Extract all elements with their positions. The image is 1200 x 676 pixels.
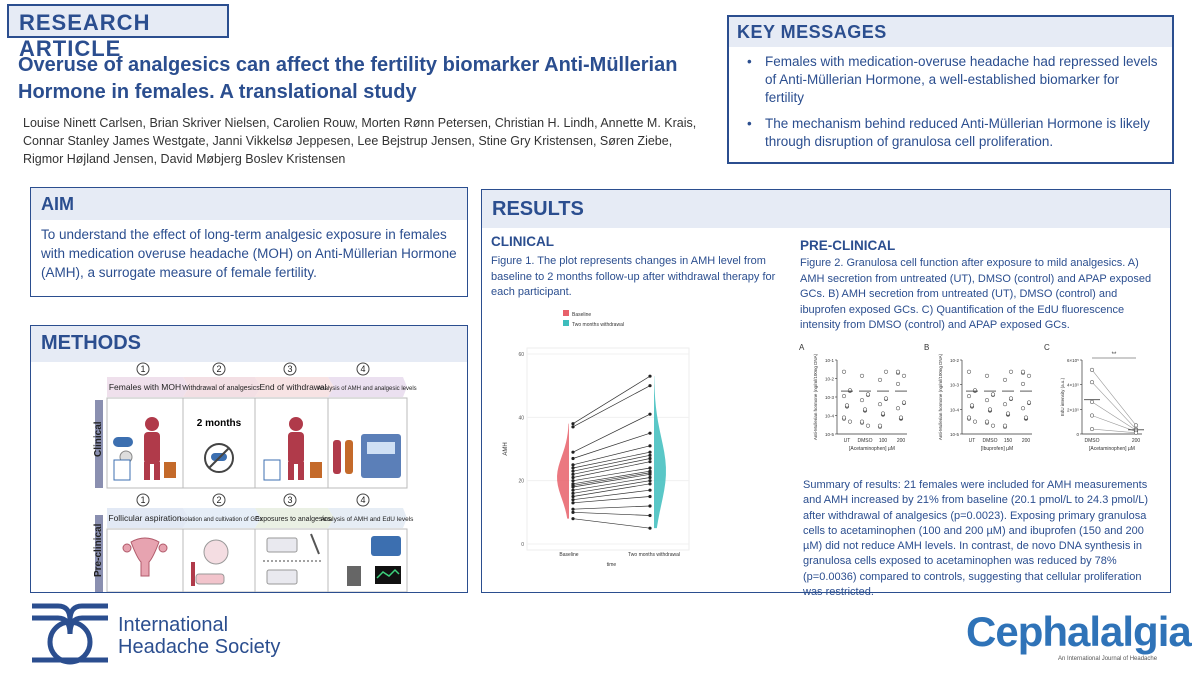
data-point	[571, 463, 574, 466]
x-axis-label: time	[606, 562, 617, 568]
data-point	[648, 476, 651, 479]
step-number: 4	[360, 495, 366, 505]
data-point	[878, 424, 882, 428]
step-number: 4	[360, 364, 366, 374]
y-tick-label: 10-3	[824, 395, 834, 400]
data-point	[902, 374, 906, 378]
author-line: Rigmor Højland Jensen, David Møbjerg Boslev Kristensen	[23, 152, 346, 166]
data-point	[878, 378, 882, 382]
data-point	[648, 460, 651, 463]
data-point	[899, 416, 903, 420]
data-point	[842, 370, 846, 374]
x-tick-label: DMSO	[982, 438, 998, 444]
data-point	[1009, 397, 1013, 401]
data-point	[648, 527, 651, 530]
data-point	[648, 457, 651, 460]
data-point	[860, 374, 864, 378]
data-point	[571, 451, 574, 454]
data-point	[648, 444, 651, 447]
methods-heading: METHODS	[31, 326, 467, 362]
x-tick-label: Two months withdrawal	[628, 552, 680, 558]
y-tick-label: 10-1	[824, 358, 834, 363]
key-message-item: • The mechanism behind reduced Anti-Müllerian Hormone is likely through disruption of granulosa cell proliferation.	[741, 115, 1160, 151]
aim-text: To understand the effect of long-term analgesic exposure in females with medication overuse headache (MOH) on Anti-Müllerian Hormone (AMH), a surrogate measure of female fertility.	[41, 227, 457, 280]
preclinical-label: Pre-clinical	[93, 523, 104, 577]
key-message-item: • Females with medication-overuse headache had repressed levels of Anti-Müllerian Hormone, a well-established biomarker for fertility	[741, 53, 1160, 107]
methods-panel	[30, 325, 468, 593]
data-point	[902, 401, 906, 405]
step-number: 2	[216, 364, 222, 374]
data-point	[896, 370, 900, 374]
data-point	[1021, 370, 1025, 374]
step-number: 3	[287, 495, 293, 505]
paired-line	[1092, 402, 1136, 430]
results-panel	[481, 189, 1171, 599]
y-tick-label: 10-4	[824, 413, 834, 419]
data-point	[648, 466, 651, 469]
data-point	[884, 397, 888, 401]
ihs-name-line-1: International	[118, 614, 229, 636]
data-point	[845, 404, 849, 408]
legend-label: Two months withdrawal	[572, 322, 624, 328]
preclinical-step-label: Analysis of AMH and EdU levels	[320, 516, 414, 523]
x-tick-label: 100	[878, 438, 888, 444]
legend-swatch	[563, 310, 569, 316]
data-point	[842, 416, 846, 420]
panel-letter: C	[1044, 343, 1050, 352]
data-point	[860, 398, 864, 402]
data-point	[571, 457, 574, 460]
step-number: 3	[287, 364, 293, 374]
author-line: Connar Stanley James Westgate, Janni Vikkelsø Jeppesen, Lee Bejstrup Jensen, Stine Gry Kristensen, Søren Ziebe,	[23, 134, 673, 148]
data-point	[571, 470, 574, 473]
data-point	[571, 479, 574, 482]
article-type-badge: RESEARCH ARTICLE	[7, 4, 229, 38]
y-axis-label: EdU intensity (a.u.)	[1060, 377, 1065, 417]
data-point	[571, 508, 574, 511]
y-tick-label: 10-3	[949, 382, 959, 388]
data-point	[860, 420, 864, 424]
data-point	[648, 482, 651, 485]
data-point	[571, 422, 574, 425]
x-tick-label: 200	[1021, 438, 1031, 444]
y-tick-label: 60	[518, 352, 524, 358]
y-tick-label: 6×10⁵	[1066, 358, 1079, 363]
data-point	[1090, 368, 1094, 372]
data-point	[1021, 382, 1025, 386]
data-point	[648, 413, 651, 416]
monitor-icon	[375, 566, 401, 584]
methods-diagram	[31, 362, 466, 592]
data-point	[863, 408, 867, 412]
y-tick-label: 0	[1076, 432, 1079, 437]
journal-logo: Cephalalgia	[966, 608, 1191, 655]
data-point	[1090, 427, 1094, 431]
y-axis-label: Anti-Mullerian hormone (ng/ml/100ng DNA)	[813, 353, 818, 441]
paired-line	[1092, 370, 1136, 426]
data-point	[1090, 380, 1094, 384]
data-point	[1090, 414, 1094, 418]
panel-letter: B	[924, 343, 930, 352]
figure-2-charts	[797, 342, 1167, 472]
figure-1-chart	[499, 306, 699, 586]
x-tick-label: UT	[968, 438, 976, 444]
data-point	[1003, 402, 1007, 406]
data-point	[848, 389, 852, 393]
data-point	[1027, 374, 1031, 378]
author-line: Louise Ninett Carlsen, Brian Skriver Nielsen, Carolien Rouw, Morten Rønn Petersen, Christian H. Lindh, Annette M. Krais,	[23, 116, 697, 130]
x-tick-label: 150	[1003, 438, 1013, 444]
data-point	[991, 393, 995, 397]
significance-marker: **	[1111, 352, 1117, 358]
data-point	[985, 398, 989, 402]
calendar-icon	[310, 462, 322, 478]
syringe-icon	[191, 562, 195, 586]
clinical-step-label: Analysis of AMH and analgesic levels	[317, 386, 417, 392]
ihs-name-line-2: Headache Society	[118, 636, 281, 658]
panel-c	[1044, 343, 1144, 452]
y-tick-label: 0	[521, 542, 524, 548]
x-axis-label: [Ibuprofen] µM	[980, 446, 1014, 452]
y-tick-label: 10-2	[824, 376, 834, 382]
data-point	[1024, 416, 1028, 420]
data-point	[896, 382, 900, 386]
data-point	[571, 476, 574, 479]
data-point	[648, 432, 651, 435]
x-tick-label: DMSO	[857, 438, 873, 444]
data-point	[1021, 406, 1025, 410]
data-point	[1003, 378, 1007, 382]
data-point	[571, 489, 574, 492]
paired-line	[1092, 382, 1136, 429]
y-tick-label: 4×10⁵	[1066, 382, 1079, 388]
plate-reader-icon	[371, 536, 401, 556]
x-tick-label: 200	[896, 438, 906, 444]
legend-label: Baseline	[572, 312, 592, 318]
data-point	[1009, 370, 1013, 374]
data-point	[648, 514, 651, 517]
author-list	[23, 114, 713, 168]
step-number: 1	[140, 364, 146, 374]
data-point	[571, 495, 574, 498]
data-point	[1003, 424, 1007, 428]
clinical-caption: Figure 1. The plot represents changes in AMH level from baseline to 2 months follow-up after withdrawal therapy for each participant.	[491, 255, 776, 298]
data-point	[648, 451, 651, 454]
data-point	[648, 479, 651, 482]
preclinical-heading: PRE-CLINICAL	[800, 238, 896, 253]
x-tick-label: 200	[1131, 438, 1141, 444]
data-point	[866, 393, 870, 397]
clipboard-icon	[114, 460, 130, 480]
x-tick-label: Baseline	[559, 552, 579, 558]
ihs-name	[118, 614, 280, 658]
data-point	[1134, 424, 1138, 428]
paired-line	[1092, 416, 1136, 432]
aim-heading: AIM	[31, 188, 467, 220]
data-point	[571, 501, 574, 504]
preclinical-caption: Figure 2. Granulosa cell function after exposure to mild analgesics. A) AMH secretion from untreated (UT), DMSO (control) and APAP exposed GCs. B) AMH secretion from untreated (UT), DMSO (control) and ibuprofen exposed GCs. C) Quantification of the EdU fluorescence intensity from DMSO (control) and APAP exposed GCs.	[800, 257, 1152, 331]
data-point	[648, 495, 651, 498]
y-tick-label: 10-4	[949, 407, 959, 413]
data-point	[571, 485, 574, 488]
key-messages-panel	[727, 15, 1174, 164]
y-tick-label: 40	[518, 415, 524, 422]
data-point	[842, 394, 846, 398]
key-messages-list	[729, 47, 1172, 151]
key-messages-heading: KEY MESSAGES	[729, 17, 1172, 47]
data-point	[648, 504, 651, 507]
step-number: 2	[216, 495, 222, 505]
x-axis-label: [Acetaminophen] µM	[849, 446, 895, 452]
y-tick-label: 10-2	[949, 358, 959, 363]
x-tick-label: DMSO	[1084, 438, 1100, 444]
data-point	[973, 389, 977, 393]
calendar-icon	[164, 462, 176, 478]
data-point	[967, 416, 971, 420]
data-point	[648, 375, 651, 378]
preclinical-step-label: Isolation and cultivation of GCs	[179, 517, 263, 523]
clinical-step-label: Withdrawal of analgesics	[182, 385, 260, 392]
clinical-heading: CLINICAL	[491, 234, 554, 249]
data-point	[988, 408, 992, 412]
data-point	[884, 370, 888, 374]
microscope-icon	[347, 566, 361, 586]
data-point	[881, 412, 885, 416]
panel-b	[924, 343, 1032, 452]
data-point	[967, 394, 971, 398]
results-heading: RESULTS	[482, 190, 1170, 228]
ihs-logo-icon	[28, 600, 112, 666]
data-point	[571, 425, 574, 428]
preclinical-step-label: Exposures to analgesics	[255, 516, 331, 523]
data-point	[985, 420, 989, 424]
clinical-label: Clinical	[93, 421, 104, 457]
aim-panel	[30, 187, 468, 297]
data-point	[648, 473, 651, 476]
y-tick-label: 20	[518, 478, 524, 485]
preclinical-step-label: Follicular aspiration	[108, 513, 182, 523]
data-point	[973, 420, 977, 424]
preclinical-grid	[107, 529, 407, 592]
y-tick-label: 2×10⁵	[1066, 407, 1079, 413]
data-point	[648, 489, 651, 492]
data-point	[848, 420, 852, 424]
data-point	[571, 498, 574, 501]
data-point	[571, 517, 574, 520]
x-tick-label: UT	[843, 438, 851, 444]
data-point	[571, 473, 574, 476]
data-point	[985, 374, 989, 378]
article-title	[18, 52, 718, 106]
data-point	[1006, 412, 1010, 416]
y-axis-label: AMH	[503, 442, 509, 456]
data-point	[571, 511, 574, 514]
title-line-1: Overuse of analgesics can affect the fertility biomarker Anti-Müllerian	[18, 54, 678, 76]
clinical-step-label: End of withdrawal	[259, 382, 327, 392]
clinical-duration: 2 months	[196, 418, 242, 429]
panel-letter: A	[799, 343, 805, 352]
results-summary: Summary of results: 21 females were included for AMH measurements and AMH increased by 21% from baseline (20.1 pmol/L to 24.3 pmol/L) after withdrawal of analgesics (p=0.0023). Exposing primary granulosa cells to acetaminophen (100 and 200 µM) and ibuprofen (150 and 200 µM) did not reduce AMH levels. In contrast, de novo DNA synthesis in granulosa cells exposed to acetaminophen was reduced by 78% (p=0.0036) compared to controls, suggesting that cellular proliferation was restricted.	[803, 479, 1149, 599]
data-point	[1027, 401, 1031, 405]
legend-swatch	[563, 320, 569, 326]
data-point	[1090, 400, 1094, 404]
y-tick-label: 10-5	[949, 432, 959, 437]
data-point	[571, 466, 574, 469]
x-axis-label: [Acetaminophen] µM	[1089, 446, 1135, 452]
data-point	[866, 424, 870, 428]
data-point	[991, 424, 995, 428]
plot-area	[527, 348, 689, 550]
data-point	[648, 384, 651, 387]
clipboard-icon	[264, 460, 280, 480]
data-point	[571, 492, 574, 495]
analyzer-icon	[361, 434, 401, 478]
data-point	[1134, 431, 1138, 435]
panel-a	[799, 343, 907, 452]
data-point	[970, 404, 974, 408]
data-point	[967, 370, 971, 374]
y-tick-label: 10-5	[824, 432, 834, 437]
journal-tagline: An International Journal of Headache	[1058, 656, 1158, 662]
title-line-2: Hormone in females. A translational study	[18, 81, 417, 103]
data-point	[648, 454, 651, 457]
y-axis-label: Anti-Mullerian hormone (ng/ml/100ng DNA)	[938, 353, 943, 441]
data-point	[896, 406, 900, 410]
clinical-step-label: Females with MOH	[108, 382, 182, 392]
data-point	[878, 402, 882, 406]
step-number: 1	[140, 495, 146, 505]
